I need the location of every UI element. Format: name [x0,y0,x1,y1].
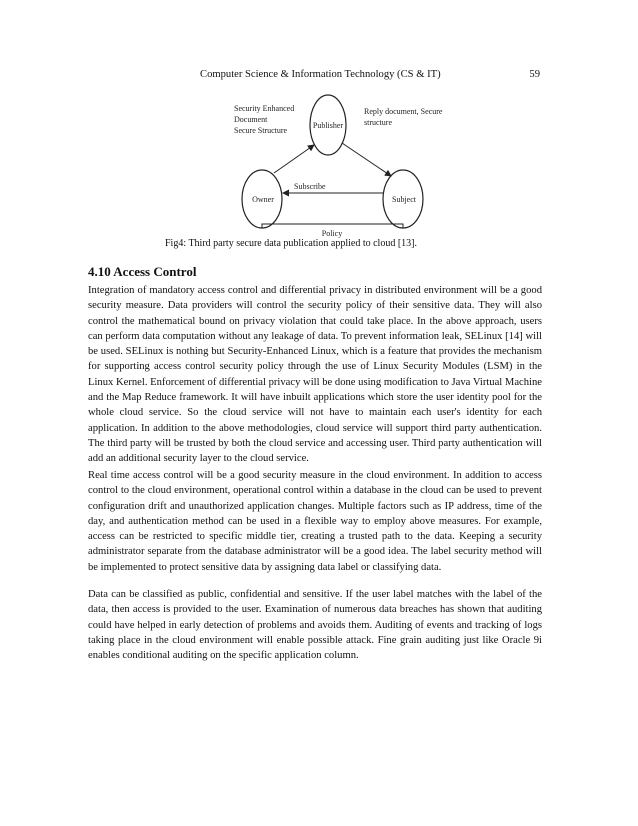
running-header [200,68,540,81]
body-paragraph-2 [88,468,542,575]
page-number: 59 [529,69,540,80]
journal-title: Computer Science & Information Technology (CS & IT) [200,69,441,80]
structure-label: structure [364,118,392,127]
paragraph-text: Integration of mandatory access control and differential privacy in distributed environment will be a good security measure. Data providers will control the security policy of their sensitive data. They will also control the mathematical bound on privacy violation that could take place. In the above approach, users can perform data computation without any leakage of data. To prevent information leak, SELinux [14] will be used. SELinux is nothing but Security-Enhanced Linux, which is a feature that provides the mechanism for supporting access control security policy through the use of Linux Security Modules (LSM) in the Linux Kernel. Enforcement of differential privacy will be done using modification to Java Virtual Machine and the Map Reduce framework. It will have inbuilt applications which store the user identity pool for the whole cloud service. So the cloud service will not have to maintain each user's identity for each application. In addition to the above methodologies, cloud service will support third party authentication. The third party will be trusted by both the cloud service and accessing user. Third party authentication will add an additional security layer to the cloud service. [88,285,542,465]
policy-label: Policy [321,229,343,238]
figure-caption: Fig4: Third party secure data publication applied to cloud [13]. [165,238,417,249]
section-heading: 4.10 Access Control [88,264,197,279]
paragraph-text: Data can be classified as public, confidential and sensitive. If the user label matches with the label of the data, then access is provided to the user. Examination of numerous data breaches has shown that auditing could have helped in early detection of problems and avoids them. Auditing of events and tracking of logs taking place in the cloud environment will enable possible attack. Fine grain auditing just like Oracle 9i enables conditional auditing on the specific application column. [88,589,542,662]
document-label: Document [234,115,268,124]
body-paragraph-3 [88,587,542,663]
reply-document-label: Reply document, Secure [364,107,443,116]
subscribe-label: Subscribe [294,182,326,191]
subject-label: Subject [392,195,416,204]
publisher-label: Publisher [312,121,344,130]
body-paragraph-1 [88,283,542,467]
security-enhanced-label: Security Enhanced [234,104,295,113]
owner-to-publisher-arrow [274,145,314,173]
secure-structure-label: Secure Structure [234,126,288,135]
owner-to-subject-path [262,224,403,228]
paragraph-text: Real time access control will be a good security measure in the cloud environment. In addition to access control to the cloud environment, operational control within a database in the cloud can be used to prevent configuration drift and unauthorized application changes. Multiple factors such as IP address, time of the day, and authentication method can be used in a flexible way to employ above measures. For example, access can be restricted to specific middle tier, creating a trusted path to the data. Keeping a security administrator separate from the database administrator will be a good idea. The label security method will be implemented to protect sensitive data by assigning data label or classifying data. [88,470,542,573]
owner-label: Owner [252,195,274,204]
publisher-to-subject-arrow [342,143,391,176]
publication-diagram [226,90,443,238]
